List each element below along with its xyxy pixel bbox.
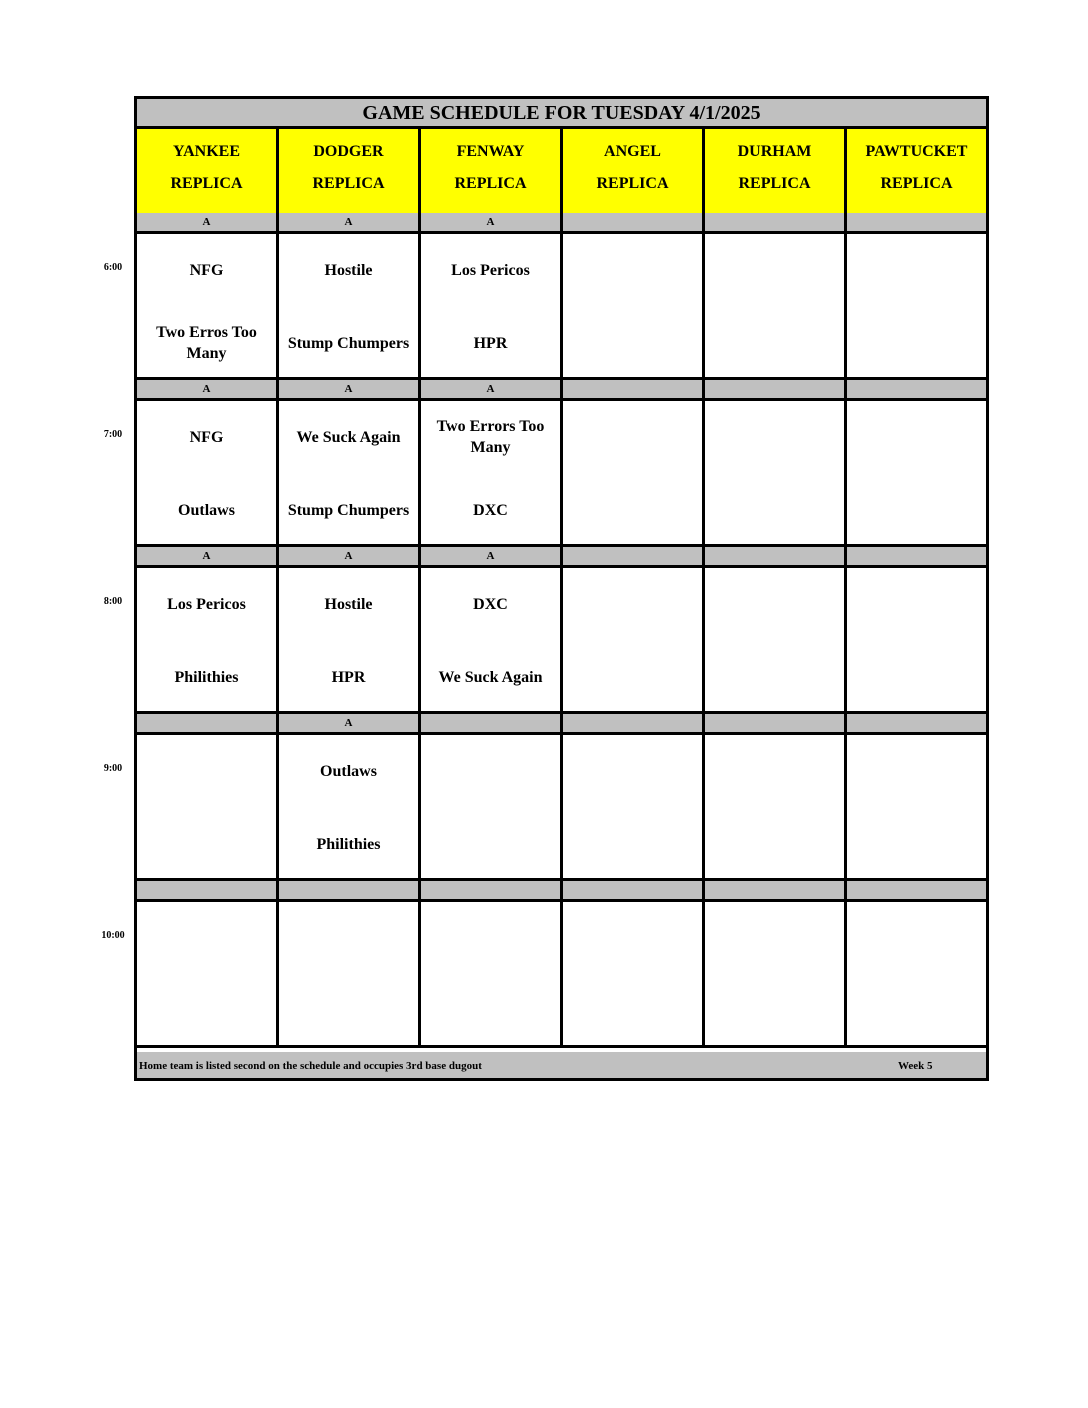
game-cell [421, 735, 563, 881]
game-cell [847, 902, 989, 1048]
field-header-pawtucket [847, 129, 989, 216]
game-cell [563, 234, 705, 380]
umpire-band [705, 714, 847, 735]
umpire-band [705, 213, 847, 234]
umpire-band: A [421, 547, 563, 568]
field-subtitle: REPLICA [738, 175, 811, 192]
game-cell [279, 568, 421, 714]
game-cell [563, 735, 705, 881]
field-subtitle: REPLICA [880, 175, 953, 192]
game-cell [705, 568, 847, 714]
home-team: DXC [473, 501, 508, 519]
home-team [705, 321, 844, 365]
umpire-band [421, 714, 563, 735]
home-team [563, 822, 702, 866]
away-team [563, 582, 702, 626]
game-cell [563, 401, 705, 547]
home-team [563, 655, 702, 699]
away-team [421, 916, 560, 960]
game-cell [705, 401, 847, 547]
umpire-band: A [137, 213, 279, 234]
away-team [705, 248, 844, 292]
away-team [563, 415, 702, 459]
home-team [137, 989, 276, 1033]
game-cell [279, 735, 421, 881]
umpire-band [563, 547, 705, 568]
away-team [279, 916, 418, 960]
field-subtitle: REPLICA [312, 175, 385, 192]
game-cell [705, 902, 847, 1048]
home-team [705, 989, 844, 1033]
away-team: We Suck Again [296, 428, 401, 446]
umpire-band: A [137, 547, 279, 568]
away-team [705, 415, 844, 459]
game-cell [137, 735, 279, 881]
away-team [705, 582, 844, 626]
game-cell [421, 568, 563, 714]
umpire-band [137, 881, 279, 902]
umpire-band: A [279, 547, 421, 568]
away-team: NFG [189, 261, 224, 279]
umpire-band: A [421, 380, 563, 401]
game-cell [705, 234, 847, 380]
umpire-band [137, 714, 279, 735]
away-team [847, 916, 986, 960]
game-cell [847, 568, 989, 714]
umpire-band [279, 881, 421, 902]
footer-note: Home team is listed second on the schedule and occupies 3rd base dugout [139, 1060, 482, 1072]
schedule-footer [137, 1052, 986, 1078]
field-subtitle: REPLICA [170, 175, 243, 192]
home-team: Stump Chumpers [287, 334, 410, 352]
field-header-dodger [279, 129, 421, 216]
game-cell [279, 234, 421, 380]
home-team [847, 488, 986, 532]
away-team: Two Errors Too Many [436, 418, 545, 456]
umpire-band: A [421, 213, 563, 234]
away-team: Los Pericos [167, 595, 246, 613]
game-cell [421, 401, 563, 547]
away-team: Outlaws [320, 762, 377, 780]
game-cell [847, 401, 989, 547]
field-header-durham [705, 129, 847, 216]
away-team [847, 248, 986, 292]
field-name: FENWAY [456, 143, 525, 160]
field-subtitle: REPLICA [454, 175, 527, 192]
umpire-band [847, 380, 989, 401]
away-team: DXC [473, 595, 508, 613]
time-label: 8:00 [103, 596, 123, 607]
field-name: YANKEE [173, 143, 240, 160]
home-team: HPR [331, 668, 366, 686]
home-team [563, 321, 702, 365]
away-team: NFG [189, 428, 224, 446]
home-team: Philithies [174, 668, 239, 686]
game-cell [137, 401, 279, 547]
umpire-band [705, 547, 847, 568]
home-team [279, 989, 418, 1033]
umpire-band: A [137, 380, 279, 401]
home-team: HPR [473, 334, 508, 352]
home-team [847, 321, 986, 365]
away-team [421, 749, 560, 793]
away-team [847, 582, 986, 626]
field-header-angel [563, 129, 705, 216]
schedule-sheet [134, 96, 989, 1081]
game-cell [279, 902, 421, 1048]
umpire-band [705, 881, 847, 902]
game-cell [847, 234, 989, 380]
away-team [563, 749, 702, 793]
field-name: ANGEL [604, 143, 661, 160]
time-label: 7:00 [103, 429, 123, 440]
umpire-band [847, 547, 989, 568]
field-header-yankee [137, 129, 279, 216]
week-label: Week 5 [898, 1060, 933, 1072]
game-cell [847, 735, 989, 881]
home-team: Outlaws [178, 501, 235, 519]
home-team [137, 822, 276, 866]
home-team: Stump Chumpers [287, 501, 410, 519]
away-team: Hostile [324, 261, 373, 279]
away-team [137, 916, 276, 960]
game-cell [563, 568, 705, 714]
umpire-band [421, 881, 563, 902]
home-team: Philithies [316, 835, 381, 853]
home-team [847, 822, 986, 866]
away-team [847, 415, 986, 459]
game-cell [563, 902, 705, 1048]
umpire-band: A [279, 213, 421, 234]
schedule-title: GAME SCHEDULE FOR TUESDAY 4/1/2025 [137, 99, 986, 129]
game-cell [137, 234, 279, 380]
game-cell [705, 735, 847, 881]
time-label: 10:00 [101, 930, 125, 941]
home-team [705, 822, 844, 866]
home-team [563, 488, 702, 532]
umpire-band: A [279, 714, 421, 735]
game-cell [137, 568, 279, 714]
umpire-band [847, 881, 989, 902]
away-team [705, 916, 844, 960]
umpire-band: A [279, 380, 421, 401]
umpire-band [847, 714, 989, 735]
away-team [137, 749, 276, 793]
home-team [847, 655, 986, 699]
time-label: 9:00 [103, 763, 123, 774]
home-team [421, 822, 560, 866]
home-team [563, 989, 702, 1033]
game-cell [421, 902, 563, 1048]
field-header-fenway [421, 129, 563, 216]
field-subtitle: REPLICA [596, 175, 669, 192]
home-team [421, 989, 560, 1033]
away-team [847, 749, 986, 793]
home-team: Two Erros Too Many [156, 324, 257, 362]
home-team: We Suck Again [438, 668, 543, 686]
game-cell [421, 234, 563, 380]
umpire-band [563, 714, 705, 735]
time-label: 6:00 [103, 262, 123, 273]
umpire-band [563, 213, 705, 234]
field-name: DODGER [313, 143, 384, 160]
away-team: Los Pericos [451, 261, 530, 279]
away-team [563, 248, 702, 292]
away-team [563, 916, 702, 960]
home-team [705, 655, 844, 699]
umpire-band [563, 881, 705, 902]
game-cell [137, 902, 279, 1048]
field-name: DURHAM [737, 143, 812, 160]
umpire-band [705, 380, 847, 401]
home-team [705, 488, 844, 532]
umpire-band [563, 380, 705, 401]
home-team [847, 989, 986, 1033]
away-team [705, 749, 844, 793]
umpire-band [847, 213, 989, 234]
away-team: Hostile [324, 595, 373, 613]
field-name: PAWTUCKET [865, 143, 968, 160]
game-cell [279, 401, 421, 547]
